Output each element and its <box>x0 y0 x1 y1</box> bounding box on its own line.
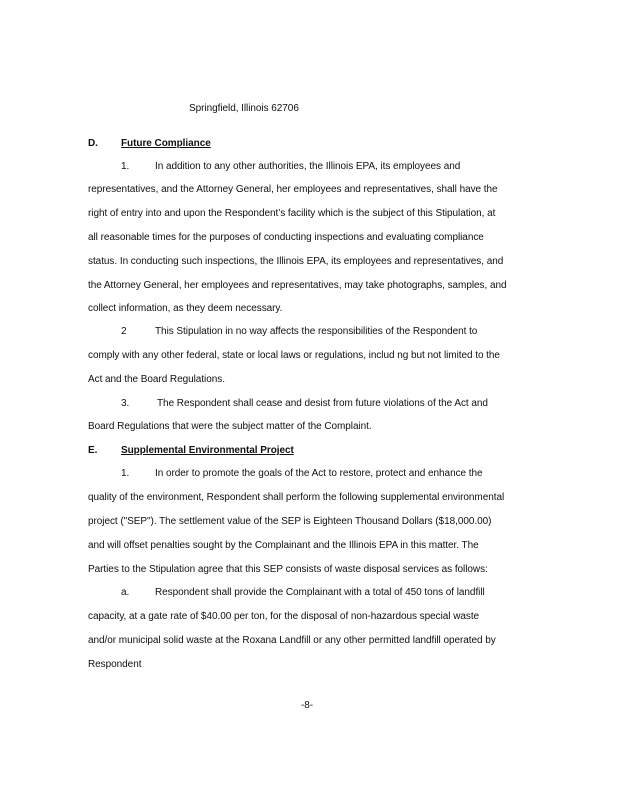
para-e1-number: 1. <box>121 468 130 479</box>
para-ea-letter: a. <box>121 587 130 598</box>
para-e1-line-2: quality of the environment, Respondent shall perform the following supplemental environmental <box>88 492 505 503</box>
para-d1-text: In addition to any other authorities, the Illinois EPA, its employees and <box>155 161 461 172</box>
para-ea-line-2: capacity, at a gate rate of $40.00 per ton, for the disposal of non-hazardous special waste <box>88 611 480 622</box>
para-ea-text: Respondent shall provide the Complainant with a total of 450 tons of landfill <box>155 587 485 598</box>
para-d1-line-2: representatives, and the Attorney General, her employees and representatives, shall have the <box>88 184 498 195</box>
para-e1-line-4: and will offset penalties sought by the Complainant and the Illinois EPA in this matter. The <box>88 540 479 551</box>
para-e1-line-3: project ("SEP"). The settlement value of the SEP is Eighteen Thousand Dollars ($18,000.00) <box>88 516 492 527</box>
para-d3-number: 3. <box>121 398 130 409</box>
para-d1-line-5: status. In conducting such inspections, the Illinois EPA, its employees and representatives, and <box>88 256 504 267</box>
para-d1-line-4: all reasonable times for the purposes of conducting inspections and evaluating compliance <box>88 232 484 243</box>
section-e-title: Supplemental Environmental Project <box>121 445 294 456</box>
para-d2-line-3: Act and the Board Regulations. <box>88 374 225 385</box>
para-e1-text: In order to promote the goals of the Act to restore, protect and enhance the <box>155 468 483 479</box>
para-ea-line-3: and/or municipal solid waste at the Roxana Landfill or any other permitted landfill operated by <box>88 635 496 646</box>
para-d2-line-2: comply with any other federal, state or local laws or regulations, includ ng but not limited to the <box>88 350 500 361</box>
para-d1-line-3: right of entry into and upon the Respondent’s facility which is the subject of this Stipulation, at <box>88 208 496 219</box>
section-e-label: E. <box>88 445 98 456</box>
para-d2-number: 2 <box>121 326 127 337</box>
para-d1-line-6: the Attorney General, her employees and representatives, may take photographs, samples, and <box>88 280 507 291</box>
para-d3-text: The Respondent shall cease and desist from future violations of the Act and <box>157 398 488 409</box>
para-d1-line-7: collect information, as they deem necessary. <box>88 303 283 314</box>
section-d-title: Future Compliance <box>121 138 211 149</box>
para-d3-line-2: Board Regulations that were the subject matter of the Complaint. <box>88 421 372 432</box>
page-number: -8- <box>301 700 314 711</box>
address-line: Springfield, Illinois 62706 <box>189 103 299 114</box>
para-e1-line-5: Parties to the Stipulation agree that this SEP consists of waste disposal services as follows: <box>88 564 488 575</box>
para-ea-line-4: Respondent <box>88 659 142 670</box>
para-d1-number: 1. <box>121 161 130 172</box>
section-d-label: D. <box>88 138 98 149</box>
para-d2-text: This Stipulation in no way affects the responsibilities of the Respondent to <box>155 326 478 337</box>
